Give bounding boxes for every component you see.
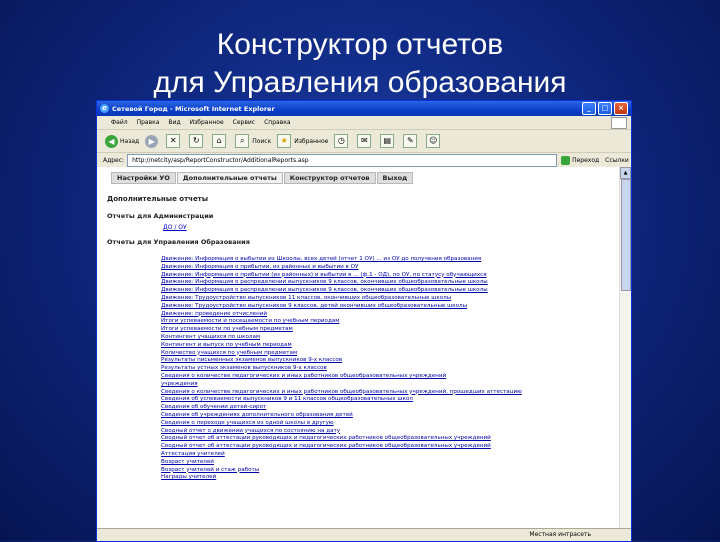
go-button[interactable] bbox=[561, 156, 599, 165]
ie-logo-icon: e bbox=[100, 104, 109, 113]
history-button[interactable] bbox=[334, 134, 351, 148]
messenger-button[interactable] bbox=[426, 134, 443, 148]
page-tabs bbox=[111, 172, 414, 184]
report-link[interactable]: Сводный отчет об аттестации руководящих и педагогических работников общеобразовательных учреждений bbox=[161, 435, 491, 442]
browser-window bbox=[96, 100, 632, 542]
report-link[interactable]: Итоги успеваемости и посещаемости по учебным периодам bbox=[161, 318, 340, 325]
scroll-thumb[interactable] bbox=[621, 179, 631, 291]
print-button[interactable] bbox=[380, 134, 397, 148]
report-link[interactable]: Сведения об обучении детей-сирот bbox=[161, 404, 267, 411]
maximize-button[interactable]: □ bbox=[598, 102, 612, 115]
star-icon: ★ bbox=[277, 134, 291, 148]
mail-button[interactable] bbox=[357, 134, 374, 148]
report-link[interactable]: Сводный отчет о движении учащихся по состоянию на дату bbox=[161, 427, 341, 434]
report-link[interactable]: Контингент учащихся по школам bbox=[161, 333, 261, 340]
search-label: Поиск bbox=[252, 137, 272, 145]
section-admin-heading: Отчеты для Администрации bbox=[107, 212, 214, 220]
favorites-label: Избранное bbox=[294, 137, 329, 145]
report-link[interactable]: Движение: Информация о выбытии из Шкоолы, всех детей (отчет 1 ОУ) ... из ОУ до получения образования bbox=[161, 256, 482, 262]
scroll-up-icon[interactable]: ▲ bbox=[620, 167, 631, 179]
forward-button[interactable] bbox=[145, 135, 160, 148]
report-link[interactable]: Результаты устных экзаменов выпускников 9-х классов bbox=[161, 365, 327, 372]
menu-tools[interactable]: Сервис bbox=[232, 119, 256, 126]
search-button[interactable] bbox=[235, 134, 271, 148]
messenger-icon: ☺ bbox=[426, 134, 440, 148]
report-link[interactable]: Сводный отчет об аттестации руководящих и педагогических работников общеобразовательных учреждений bbox=[161, 443, 491, 450]
stop-button[interactable] bbox=[166, 134, 183, 148]
page-heading: Дополнительные отчеты bbox=[107, 195, 209, 203]
links-button[interactable]: Ссылки bbox=[605, 157, 629, 164]
report-link[interactable]: Движение: Информация о распределении выпускников 9 классов, окончивших общеобразовательные школы bbox=[161, 279, 488, 286]
report-link[interactable]: Возраст учителей и стаж работы bbox=[161, 466, 260, 473]
status-bar bbox=[97, 528, 631, 541]
favorites-button[interactable] bbox=[277, 134, 328, 148]
report-link[interactable]: Аттестация учителей bbox=[161, 450, 225, 457]
print-icon: ▤ bbox=[380, 134, 394, 148]
report-link[interactable]: учреждения bbox=[161, 380, 198, 387]
menu-favorites[interactable]: Избранное bbox=[189, 119, 224, 126]
report-link[interactable]: Итоги успеваемости по учебным предметам bbox=[161, 326, 293, 333]
menu-edit[interactable]: Правка bbox=[136, 119, 160, 126]
menu-help[interactable]: Справка bbox=[264, 119, 291, 126]
close-button[interactable]: × bbox=[614, 102, 628, 115]
minimize-button[interactable]: _ bbox=[582, 102, 596, 115]
stop-icon: ✕ bbox=[166, 134, 180, 148]
status-zone: Местная интрасеть bbox=[529, 531, 591, 538]
history-icon: ◷ bbox=[334, 134, 348, 148]
report-link[interactable]: Возраст учителей bbox=[161, 458, 214, 465]
menu-bar bbox=[97, 116, 631, 130]
go-arrow-icon bbox=[561, 156, 570, 165]
home-button[interactable] bbox=[212, 134, 229, 148]
windows-flag-icon bbox=[611, 117, 627, 129]
section-uo-heading: Отчеты для Управления Образования bbox=[107, 238, 250, 246]
report-link[interactable]: Количество учащихся по учебным предметам bbox=[161, 349, 298, 356]
tab-logout[interactable]: Выход bbox=[377, 172, 414, 184]
report-link[interactable]: Движение: Трудоустройство выпускников 9 классов, детей окончивших общеобразовательные школы bbox=[161, 302, 467, 309]
vertical-scrollbar[interactable] bbox=[619, 167, 631, 529]
tab-settings[interactable]: Настройки УО bbox=[111, 172, 176, 184]
report-link[interactable]: Сведения об успеваемости выпускников 9 и 11 классов общеобразовательных школ bbox=[161, 396, 413, 403]
search-icon: ⌕ bbox=[235, 134, 249, 148]
tab-report-constructor[interactable]: Конструктор отчетов bbox=[284, 172, 376, 184]
edit-button[interactable] bbox=[403, 134, 420, 148]
report-link[interactable]: Сведения о переходе учащихся из одной школы в другую bbox=[161, 419, 334, 426]
admin-report-link[interactable]: ДО / ОУ bbox=[163, 224, 187, 231]
edit-icon: ✎ bbox=[403, 134, 417, 148]
report-link[interactable]: Движение: Информация о распределении выпускников 9 классов, окончивших общеобразовательные школы bbox=[161, 287, 488, 294]
home-icon: ⌂ bbox=[212, 134, 226, 148]
report-link[interactable]: Движение: Трудоустройство выпускников 11 классов, окончивших общеобразовательные школы bbox=[161, 294, 452, 301]
report-link[interactable]: Сведения о количестве педагогических и иных работников общеобразовательных учреждений bbox=[161, 372, 447, 379]
report-link[interactable]: Движение: Информация о прибытии (из районных) и выбытии в ... (ф.1 - ОД), по ОУ, по статусу обучающихся bbox=[161, 271, 487, 278]
page-content bbox=[97, 167, 619, 529]
report-link[interactable]: Движение: проведение отчислений bbox=[161, 310, 268, 317]
report-link[interactable]: Движение: Информация о прибытии, из районных и выбытии в ОУ bbox=[161, 263, 359, 270]
mail-icon: ✉ bbox=[357, 134, 371, 148]
window-title: Сетевой Город - Microsoft Internet Explorer bbox=[112, 104, 275, 113]
back-button[interactable] bbox=[105, 135, 139, 148]
slide-title-line-2: для Управления образования bbox=[153, 66, 567, 99]
slide-title-line-1: Конструктор отчетов bbox=[216, 28, 504, 61]
forward-arrow-icon: ▶ bbox=[145, 135, 158, 148]
report-link[interactable]: Контингент и выпуск по учебным периодам bbox=[161, 341, 292, 348]
toolbar bbox=[97, 130, 631, 153]
refresh-button[interactable] bbox=[189, 134, 206, 148]
menu-view[interactable]: Вид bbox=[168, 119, 181, 126]
report-link[interactable]: Сведения о количестве педагогических и иных работников общеобразовательных учреждений, прошедших аттестацию bbox=[161, 388, 522, 395]
menu-file[interactable]: Файл bbox=[111, 119, 128, 126]
back-label: Назад bbox=[120, 137, 140, 145]
window-titlebar bbox=[97, 101, 631, 116]
refresh-icon: ↻ bbox=[189, 134, 203, 148]
address-input[interactable]: http://netcity/asp/ReportConstructor/AdditionalReports.asp bbox=[127, 154, 557, 167]
address-label: Адрес: bbox=[103, 157, 125, 164]
report-link[interactable]: Результаты письменных экзаменов выпускников 9-х классов bbox=[161, 357, 343, 364]
go-label: Переход bbox=[572, 157, 600, 164]
tab-additional-reports[interactable]: Дополнительные отчеты bbox=[177, 172, 283, 184]
back-arrow-icon: ◀ bbox=[105, 135, 118, 148]
slide-title bbox=[0, 26, 720, 102]
report-link[interactable]: Награды учителей bbox=[161, 474, 217, 481]
report-link[interactable]: Сведения об учреждениях дополнительного образования детей bbox=[161, 411, 353, 418]
report-list bbox=[161, 256, 611, 482]
